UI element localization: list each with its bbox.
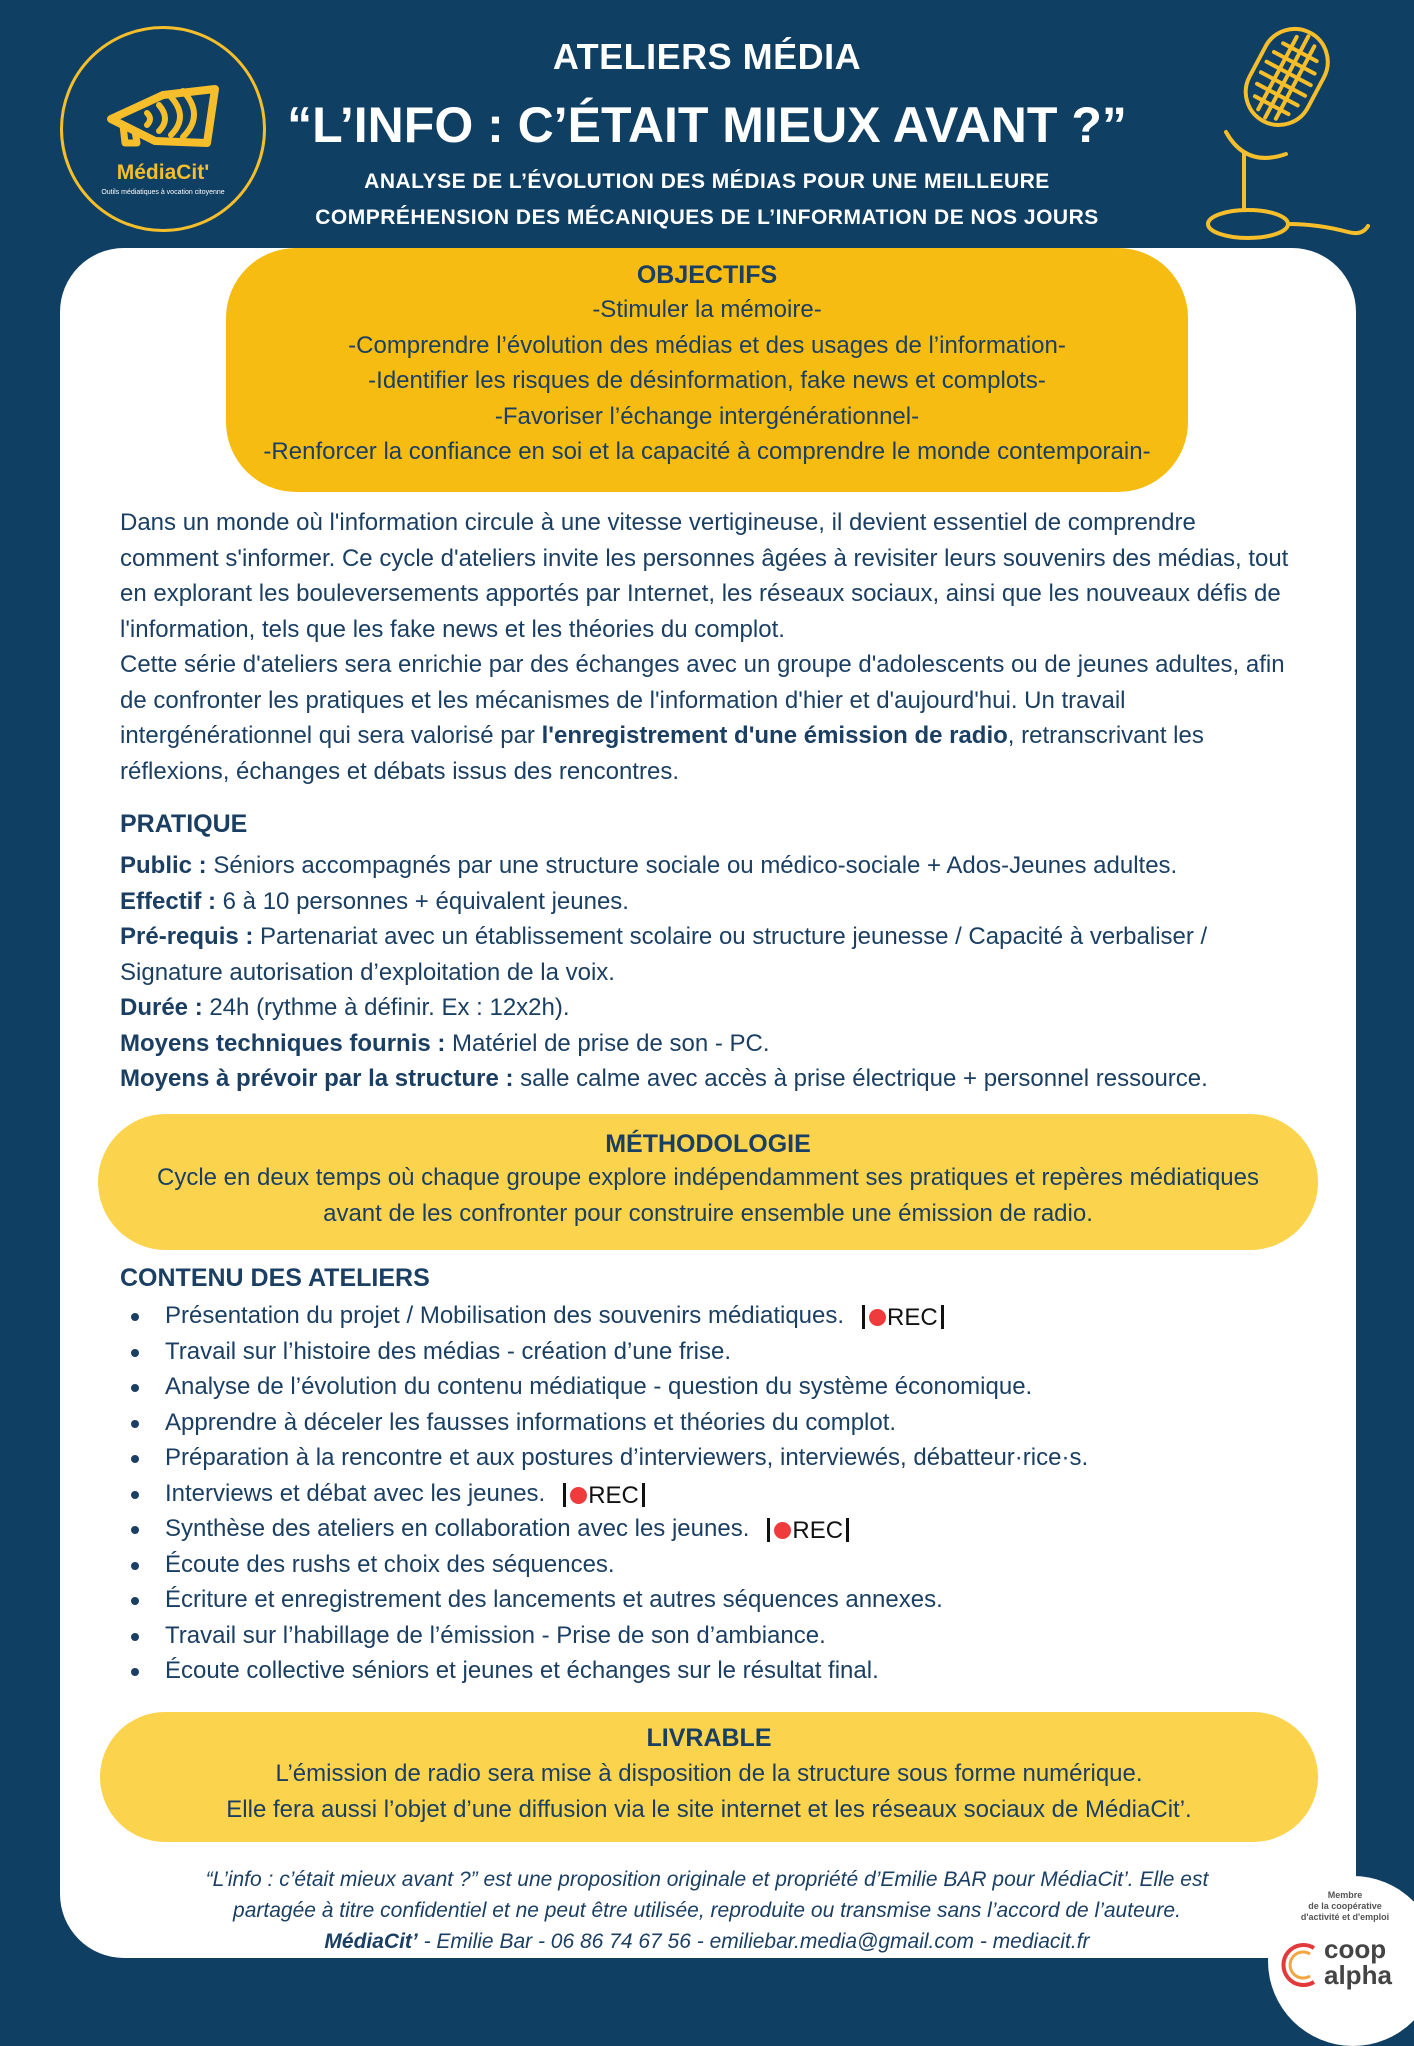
contenu-item — [120, 1298, 1320, 1334]
rec-label: REC — [887, 1304, 938, 1331]
contenu-item — [120, 1440, 1320, 1476]
pratique-label: Moyens techniques fournis : — [120, 1029, 446, 1057]
logo-name: MédiaCit' — [116, 161, 210, 184]
intro-paragraph-1: Dans un monde où l'information circule à une vitesse vertigineuse, il devient essentiel de comprendre comment s'informer. Ce cycle d'ateliers invite les personnes âgées à revisiter leurs souvenirs des médias, tout en explorant les bouleversements apportés par Internet, les réseaux sociaux, ainsi que les nouveaux défis de l'information, tels que les fake news et les théories du complot. — [120, 509, 1289, 643]
pratique-value: Partenariat avec un établissement scolaire ou structure jeunesse / Capacité à verbaliser / Signature autorisation d’exploitation de la voix. — [120, 923, 1208, 986]
contenu-item — [120, 1511, 1320, 1547]
contenu-item — [120, 1582, 1320, 1618]
contenu-item — [120, 1334, 1320, 1370]
rec-bar — [941, 1305, 944, 1329]
header-eyebrow: ATELIERS MÉDIA — [552, 36, 862, 77]
methodologie-line-1: Cycle en deux temps où chaque groupe explore indépendamment ses pratiques et repères médiatiques — [156, 1164, 1259, 1191]
pratique-value: 6 à 10 personnes + équivalent jeunes. — [216, 887, 629, 915]
page-title: “L’INFO : C’ÉTAIT MIEUX AVANT ?” — [287, 97, 1127, 153]
rec-bar — [846, 1518, 849, 1542]
footer-line-1: “L’info : c’était mieux avant ?” est une proposition originale et propriété d’Emilie BAR pour MédiaCit’. Elle est — [205, 1868, 1209, 1891]
coop-alpha-logo-icon — [1278, 1940, 1322, 1990]
contenu-item-text: Présentation du projet / Mobilisation des souvenirs médiatiques. — [165, 1302, 845, 1329]
contenu-item-text: Écoute des rushs et choix des séquences. — [165, 1550, 615, 1578]
footer — [120, 1864, 1294, 1957]
methodologie-box — [98, 1114, 1318, 1250]
pratique-list — [120, 848, 1300, 1097]
objectifs-box — [226, 248, 1188, 492]
contenu-item — [120, 1405, 1320, 1441]
rec-badge — [767, 1513, 849, 1549]
rec-bar — [642, 1483, 645, 1507]
coop-member-line: de la coopérative — [1308, 1901, 1382, 1911]
intro-paragraph-2 — [120, 647, 1300, 789]
contenu-item-text: Écriture et enregistrement des lancements et autres séquences annexes. — [165, 1586, 943, 1613]
methodologie-title: MÉTHODOLOGIE — [605, 1130, 811, 1158]
contenu-item — [120, 1653, 1320, 1689]
rec-badge — [563, 1478, 645, 1514]
contenu-item-text: Écoute collective séniors et jeunes et échanges sur le résultat final. — [165, 1657, 879, 1684]
contenu-item-text: Analyse de l’évolution du contenu médiatique - question du système économique. — [165, 1373, 1033, 1400]
coop-member-line: Membre — [1327, 1890, 1363, 1900]
pratique-label: Moyens à prévoir par la structure : — [120, 1065, 514, 1092]
footer-line-2: partagée à titre confidentiel et ne peut être utilisée, reproduite ou transmise sans l’accord de l’auteure. — [233, 1899, 1181, 1922]
pratique-label: Pré-requis : — [120, 923, 254, 950]
livrable-line-2: Elle fera aussi l’objet d’une diffusion via le site internet et les réseaux sociaux de MédiaCit’. — [226, 1796, 1192, 1823]
methodologie-line-2: avant de les confronter pour construire ensemble une émission de radio. — [323, 1200, 1093, 1227]
coop-alpha-badge — [1268, 1876, 1414, 2046]
footer-brand: MédiaCit’ — [324, 1930, 418, 1953]
objectif-item: -Stimuler la mémoire- — [592, 296, 822, 323]
pratique-row-moyens-structure — [120, 1061, 1300, 1097]
objectif-item: -Renforcer la confiance en soi et la capacité à comprendre le monde contemporain- — [263, 438, 1151, 465]
rec-dot-icon — [774, 1522, 791, 1539]
contenu-item-text: Travail sur l’histoire des médias - création d’une frise. — [165, 1337, 732, 1365]
contenu-item-text: Synthèse des ateliers en collaboration avec les jeunes. — [165, 1515, 750, 1542]
pratique-row-prerequis — [120, 919, 1300, 990]
pratique-label: Public : — [120, 852, 207, 879]
livrable-box — [100, 1712, 1318, 1842]
megaphone-logo-icon — [103, 81, 223, 161]
rec-bar — [767, 1518, 770, 1542]
livrable-line-1: L’émission de radio sera mise à disposition de la structure sous forme numérique. — [275, 1760, 1143, 1787]
contenu-item-text: Interviews et débat avec les jeunes. — [165, 1479, 546, 1507]
livrable-title: LIVRABLE — [646, 1724, 772, 1752]
coop-brand-line-1: coop — [1324, 1934, 1387, 1964]
coop-brand-line-2: alpha — [1324, 1960, 1392, 1990]
contenu-item-text: Préparation à la rencontre et aux postures d’interviewers, interviewés, débatteur·rice·s. — [165, 1444, 1089, 1471]
rec-badge — [862, 1300, 944, 1336]
coop-member-text — [1290, 1890, 1400, 1923]
intro-paragraph-2-end: , retranscrivant les réflexions, échanges et débats issus des rencontres. — [120, 722, 1204, 785]
rec-bar — [862, 1305, 865, 1329]
pratique-label: Effectif : — [120, 887, 216, 915]
objectif-item: -Identifier les risques de désinformation, fake news et complots- — [368, 367, 1046, 394]
logo-tagline: Outils médiatiques à vocation citoyenne — [101, 189, 225, 196]
header-subtitle-line2: COMPRÉHENSION DES MÉCANIQUES DE L’INFORMATION DE NOS JOURS — [315, 206, 1099, 229]
pratique-value: salle calme avec accès à prise électrique + personnel ressource. — [513, 1065, 1208, 1092]
header-subtitle-line1: ANALYSE DE L’ÉVOLUTION DES MÉDIAS POUR UNE MEILLEURE — [364, 170, 1050, 193]
footer-contact-line — [120, 1926, 1294, 1957]
intro-text — [120, 505, 1300, 789]
coop-member-line: d'activité et d'emploi — [1300, 1912, 1390, 1922]
contenu-item-text: Travail sur l’habillage de l’émission - Prise de son d’ambiance. — [165, 1621, 826, 1649]
contenu-item — [120, 1369, 1320, 1405]
contenu-title: CONTENU DES ATELIERS — [120, 1264, 430, 1292]
pratique-row-public — [120, 848, 1300, 884]
intro-paragraph-2-start: Cette série d'ateliers sera enrichie par des échanges avec un groupe d'adolescents ou de jeunes adultes, afin de confronter les pratiques et les mécanismes de l'information d'hier et d'aujourd'hui. Un travail intergénérationnel qui sera valorisé par — [120, 651, 1285, 749]
mediacit-logo — [60, 26, 266, 232]
contenu-item-text: Apprendre à déceler les fausses informations et théories du complot. — [165, 1408, 897, 1436]
contenu-list — [120, 1298, 1320, 1689]
pratique-value: Matériel de prise de son - PC. — [445, 1029, 770, 1057]
rec-dot-icon — [570, 1487, 587, 1504]
footer-contact: - Emilie Bar - 06 86 74 67 56 - emiliebar.media@gmail.com - mediacit.fr — [417, 1930, 1090, 1953]
objectif-item: -Favoriser l’échange intergénérationnel- — [494, 402, 920, 430]
pratique-label: Durée : — [120, 994, 203, 1021]
contenu-item — [120, 1547, 1320, 1583]
rec-label: REC — [792, 1517, 844, 1544]
pratique-row-effectif — [120, 884, 1300, 920]
intro-paragraph-2-bold: l'enregistrement d'une émission de radio — [541, 722, 1008, 749]
microphone-icon — [1188, 14, 1378, 250]
rec-bar — [563, 1483, 566, 1507]
objectif-item: -Comprendre l’évolution des médias et des usages de l’information- — [348, 331, 1066, 359]
contenu-item — [120, 1476, 1320, 1512]
rec-label: REC — [588, 1481, 639, 1509]
pratique-row-duree — [120, 990, 1300, 1026]
pratique-value: 24h (rythme à définir. Ex : 12x2h). — [202, 994, 570, 1021]
objectifs-title: OBJECTIFS — [636, 261, 778, 289]
pratique-value: Séniors accompagnés par une structure sociale ou médico-sociale + Ados-Jeunes adultes. — [206, 852, 1178, 879]
pratique-row-moyens-fournis — [120, 1026, 1300, 1062]
contenu-item — [120, 1618, 1320, 1654]
pratique-title: PRATIQUE — [120, 810, 248, 838]
rec-dot-icon — [869, 1309, 886, 1326]
